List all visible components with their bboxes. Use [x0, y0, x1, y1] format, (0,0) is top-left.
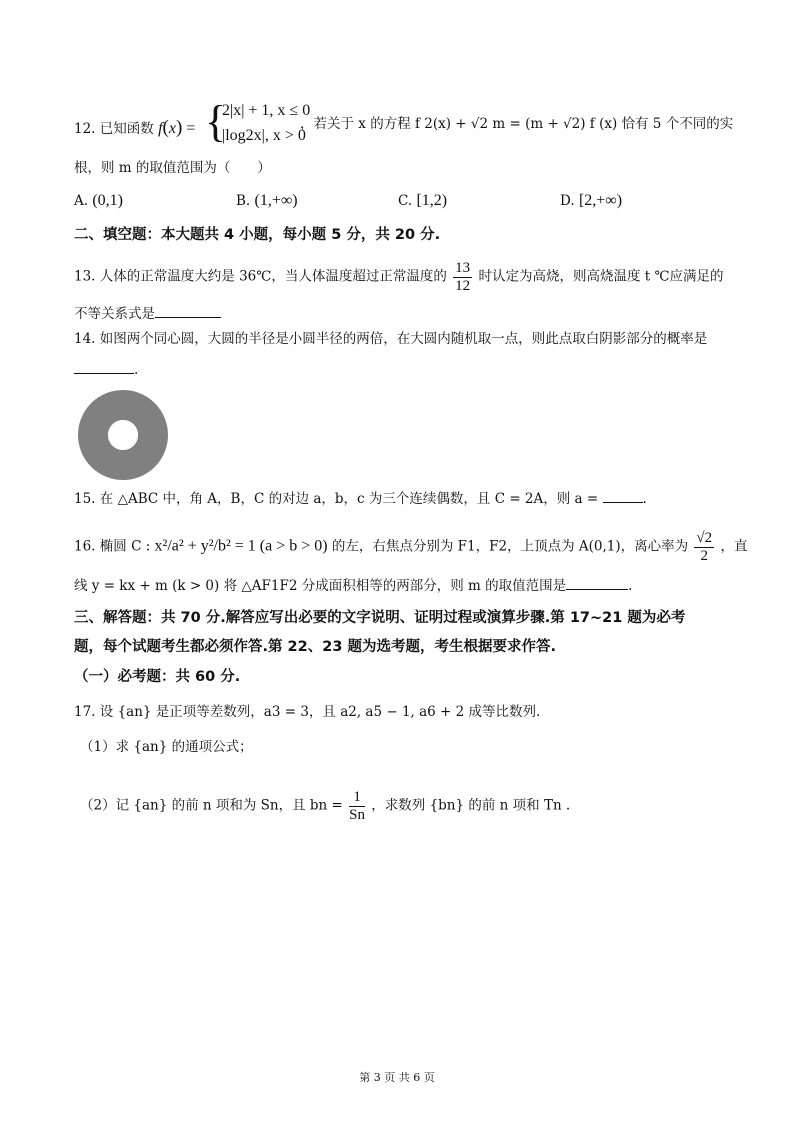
q17-part2: （2）记 {an} 的前 n 项和为 Sn，且 bn = $\frac{1}{Sn}$ ，求数列 {bn} 的前 n 项和 Tn .: [80, 789, 571, 823]
q16-number: 16.: [74, 538, 96, 555]
q14-answer-blank[interactable]: [74, 361, 134, 374]
q12-condition: ，若关于 x 的方程 f 2(x) + √2 m = (m + √2) f (x) 恰有 5 个不同的实: [300, 116, 734, 132]
q17-number: 17.: [74, 704, 96, 720]
q16-text-a: 椭圆 C :: [99, 538, 151, 555]
piecewise-brace: {: [205, 97, 227, 146]
section3-subheading: （一）必考题：共 60 分.: [74, 669, 241, 685]
q12-piece1: 2|x| + 1, x ≤ 0: [222, 102, 311, 119]
section3-heading-line1: 三、解答题：共 70 分.解答应写出必要的文字说明、证明过程或演算步骤.第 17~21 题为必考: [74, 610, 686, 626]
q16-text-b: 的左，右焦点分别为 F1，F2，上顶点为 A(0,1)，离心率为: [331, 538, 689, 555]
q16-text-c: ，直: [720, 538, 748, 555]
q16-line1: [74, 530, 747, 564]
q13-text-b: 时认定为高烧，则高烧温度 t ℃应满足的: [478, 268, 724, 285]
section3-heading-line2: 题，每个试题考生都必须作答.第 22、23 题为选考题，考生根据要求作答.: [74, 639, 556, 655]
q13-text-a: 人体的正常温度大约是 36℃，当人体温度超过正常温度的: [99, 268, 447, 285]
q12-option-b: B. (1,+∞): [236, 192, 298, 209]
q16-ellipse-equation: x²/a² + y²/b² = 1 (a > b > 0): [154, 537, 328, 555]
q15-number: 15.: [74, 491, 96, 507]
q13-answer-blank[interactable]: [155, 305, 221, 318]
q12-piece2: |log2x|, x > 0: [222, 127, 306, 144]
q17-fraction: $\frac{1}{Sn}$: [349, 789, 365, 823]
q17-part1: （1）求 {an} 的通项公式；: [80, 739, 253, 755]
concentric-circles-figure: [78, 390, 168, 480]
q17-line1: [74, 706, 540, 720]
q16-answer-blank[interactable]: [566, 577, 628, 590]
q12-line1: 12. 已知函数 f(x) =: [74, 117, 196, 138]
q12-line2: 根，则 m 的取值范围为（ ）: [74, 160, 271, 176]
q16-line2: 线 y = kx + m (k > 0) 将 △AF1F2 分成面积相等的两部分，则 m 的取值范围是 .: [74, 578, 633, 594]
page-footer: 第 3 页 共 6 页: [359, 1071, 435, 1084]
q13-line2: 不等关系式是: [74, 305, 221, 322]
q14-text: 如图两个同心圆，大圆的半径是小圆半径的两倍，在大圆内随机取一点，则此点取白阴影部分的概率是: [99, 331, 708, 347]
q15-line: 15. 在 △ABC 中，角 A，B，C 的对边 a，b，c 为三个连续偶数，且 C = 2A，则 a = .: [74, 491, 647, 507]
q14-line1: [74, 333, 707, 347]
q13-fraction: $\frac{13}{12}$: [455, 260, 471, 294]
q15-text: 在 △ABC 中，角 A，B，C 的对边 a，b，c 为三个连续偶数，且 C = 2A，则 a =: [99, 491, 599, 507]
q12-intro: 已知函数: [99, 121, 154, 137]
q16-eccentricity: $\frac{√2}{2}$: [696, 530, 713, 564]
q13-number: 13.: [74, 268, 96, 285]
inner-circle-white: [108, 420, 138, 450]
q15-answer-blank[interactable]: [603, 490, 643, 503]
q14-number: 14.: [74, 331, 96, 347]
q12-option-a: A. (0,1): [74, 192, 123, 209]
q13-line1: [74, 260, 724, 294]
q12-option-c: C. [1,2): [398, 192, 448, 209]
q14-line2: .: [74, 361, 138, 378]
q12-number: 12.: [74, 121, 96, 137]
q12-option-d: D. [2,+∞): [560, 192, 623, 209]
section2-heading: 二、填空题：本大题共 4 小题，每小题 5 分，共 20 分.: [74, 227, 441, 243]
q17-text: 设 {an} 是正项等差数列，a3 = 3，且 a2, a5 − 1, a6 + 2 成等比数列.: [99, 704, 541, 720]
